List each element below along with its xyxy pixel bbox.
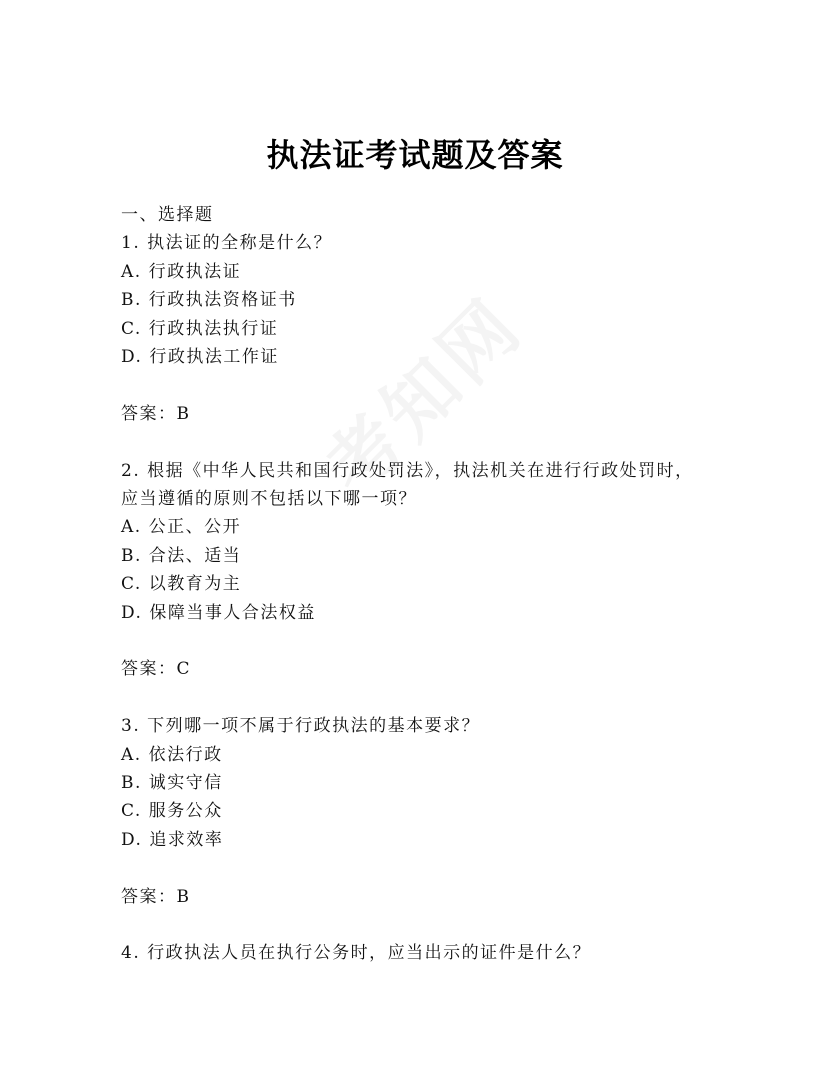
section-heading: 一、选择题 [121, 205, 214, 225]
question-1-option-d: D. 行政执法工作证 [121, 347, 279, 368]
question-4-stem: 4. 行政执法人员在执行公务时，应当出示的证件是什么？ [121, 943, 592, 964]
document-body [121, 201, 741, 968]
question-1-stem: 1. 执法证的全称是什么？ [121, 233, 333, 254]
question-3-option-d: D. 追求效率 [121, 829, 224, 850]
question-2-option-d: D. 保障当事人合法权益 [121, 602, 316, 623]
spacer [121, 371, 741, 399]
question-3-option-b: B. 诚实守信 [121, 773, 223, 794]
spacer [121, 911, 741, 939]
question-2-answer: 答案：C [121, 659, 192, 680]
page-title: 执法证考试题及答案 [266, 136, 564, 174]
question-2-option-a: A. 公正、公开 [121, 517, 242, 538]
spacer [121, 627, 741, 655]
spacer [121, 428, 741, 456]
question-3-option-a: A. 依法行政 [121, 744, 223, 765]
question-2-stem-line-2: 应当遵循的原则不包括以下哪一项？ [121, 489, 417, 510]
question-3-answer: 答案：B [121, 886, 191, 907]
question-1-answer: 答案：B [121, 403, 191, 424]
question-1-option-a: A. 行政执法证 [121, 261, 242, 282]
question-3-option-c: C. 服务公众 [121, 801, 223, 822]
question-1-option-c: C. 行政执法执行证 [121, 318, 279, 339]
question-2-option-c: C. 以教育为主 [121, 574, 242, 595]
spacer [121, 854, 741, 882]
question-2-option-b: B. 合法、适当 [121, 545, 242, 566]
spacer [121, 684, 741, 712]
question-2-stem-line-1: 2. 根据《中华人民共和国行政处罚法》，执法机关在进行行政处罚时， [121, 460, 694, 481]
question-1-option-b: B. 行政执法资格证书 [121, 290, 297, 311]
question-3-stem: 3. 下列哪一项不属于行政执法的基本要求？ [121, 716, 481, 737]
